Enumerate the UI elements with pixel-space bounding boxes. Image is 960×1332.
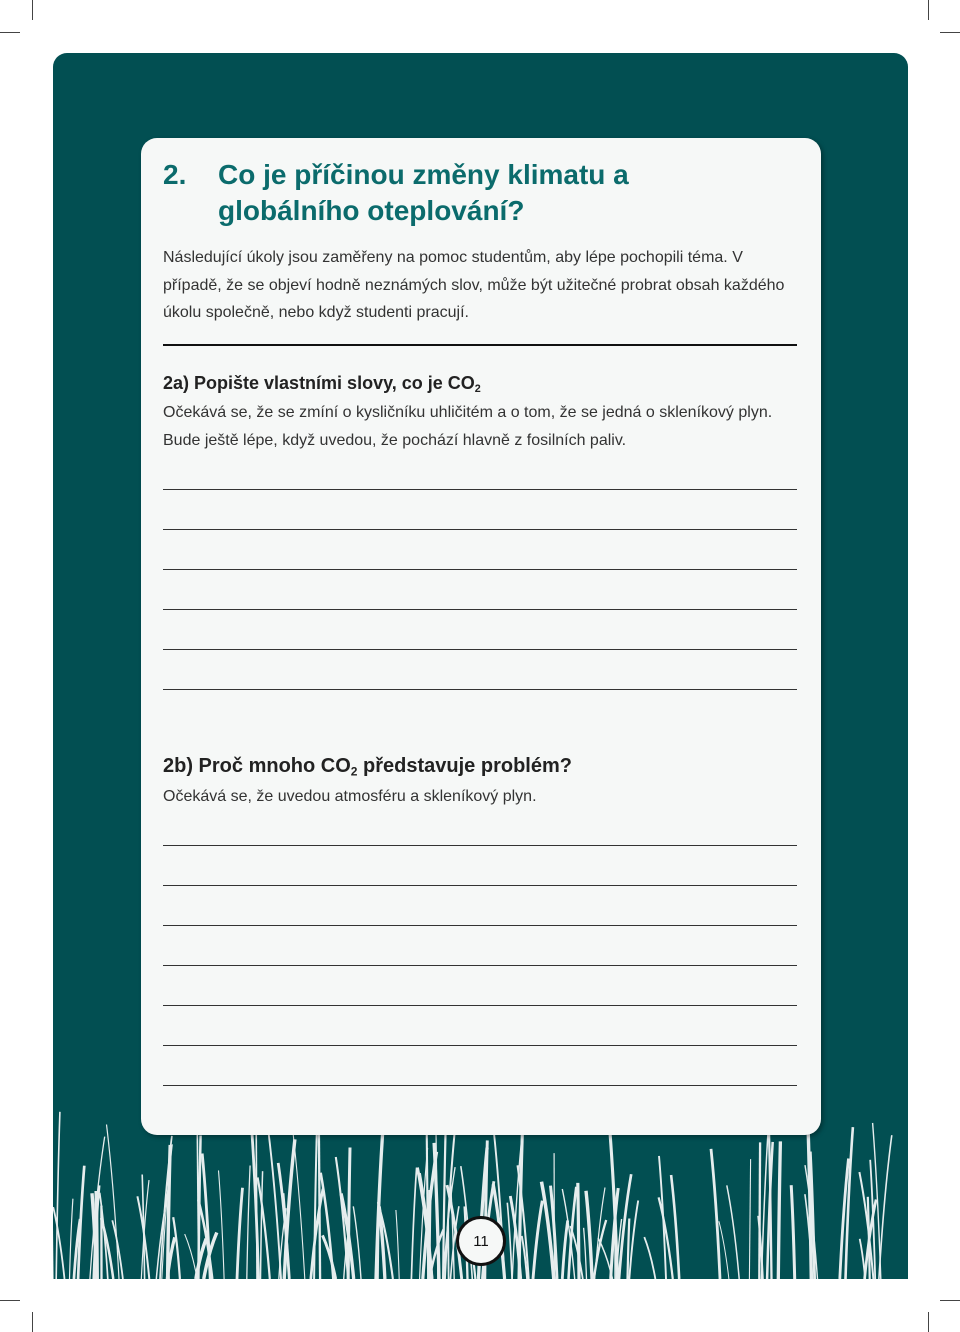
question-2b-label: 2b) Proč mnoho CO	[163, 755, 351, 777]
grass-blade	[778, 1141, 780, 1279]
grass-blade	[261, 1171, 263, 1279]
question-2a-answer-note: Očekává se, že se zmíní o kysličníku uhličitém a o tom, že se jedná o skleníkový plyn. Bude ještě lépe, když uvedou, že pochází hlavně z fosilních paliv.	[163, 404, 773, 449]
grass-blade	[321, 1173, 334, 1279]
question-2b-label-end: představuje problém?	[357, 755, 572, 777]
grass-blade	[219, 1170, 225, 1279]
grass-blade	[578, 1183, 579, 1279]
crop-mark	[0, 1300, 20, 1301]
page-number: 11	[456, 1216, 506, 1266]
grass-blade	[791, 1185, 795, 1279]
answer-line[interactable]	[163, 569, 797, 570]
answer-line[interactable]	[163, 529, 797, 530]
grass-blade	[247, 1166, 250, 1280]
answer-line[interactable]	[163, 965, 797, 966]
grass-blade	[533, 1201, 542, 1279]
grass-blade	[53, 1207, 64, 1279]
grass-blade	[311, 1189, 323, 1279]
crop-mark	[32, 1312, 33, 1332]
subscript: 2	[474, 383, 481, 396]
crop-mark	[0, 32, 20, 33]
grass-blade	[353, 1206, 361, 1279]
grass-blade	[846, 1127, 853, 1279]
grass-blade	[594, 1220, 606, 1279]
section-heading: Co je příčinou změny klimatu a globálního oteplování?	[218, 159, 629, 226]
grass-blade	[107, 1125, 120, 1280]
grass-blade	[173, 1217, 180, 1279]
grass-blade	[314, 1121, 317, 1279]
grass-blade	[879, 1135, 892, 1279]
grass-blade	[448, 1219, 449, 1279]
grass-blade	[70, 1199, 73, 1279]
grass-blade	[644, 1237, 655, 1279]
grass-blade	[251, 1116, 259, 1279]
grass-blade	[507, 1203, 512, 1279]
grass-blade	[56, 1112, 60, 1279]
grass-blade	[348, 1148, 350, 1280]
answer-line[interactable]	[163, 925, 797, 926]
grass-blade	[860, 1239, 866, 1279]
answer-line[interactable]	[163, 1045, 797, 1046]
grass-blade	[727, 1185, 739, 1279]
grass-blade	[749, 1159, 750, 1279]
grass-blade	[562, 1220, 567, 1279]
grass-blade	[396, 1210, 399, 1279]
grass-blade	[378, 1227, 379, 1279]
subscript: 2	[350, 764, 358, 779]
answer-line[interactable]	[163, 649, 797, 650]
crop-mark	[928, 0, 929, 20]
grass-blade	[237, 1188, 243, 1279]
grass-blade	[584, 1228, 587, 1279]
grass-blade	[711, 1149, 720, 1279]
grass-blade	[629, 1201, 638, 1280]
grass-blade	[185, 1234, 198, 1279]
answer-line[interactable]	[163, 845, 797, 846]
answer-line[interactable]	[163, 689, 797, 690]
answer-line[interactable]	[163, 609, 797, 610]
answer-line[interactable]	[163, 489, 797, 490]
answer-line[interactable]	[163, 1085, 797, 1086]
section-divider	[163, 344, 797, 346]
answer-line[interactable]	[163, 885, 797, 886]
section-number: 2.	[163, 159, 187, 190]
grass-blade	[586, 1191, 592, 1279]
intro-paragraph: Následující úkoly jsou zaměřeny na pomoc studentům, aby lépe pochopili téma. V případě, že se objeví hodně neznámých slov, může být užitečné probrat obsah každého úkolu společně, nebo když studenti pracují.	[163, 249, 785, 321]
answer-line[interactable]	[163, 1005, 797, 1006]
crop-mark	[940, 32, 960, 33]
question-2a-label: 2a) Popište vlastními slovy, co je CO	[163, 373, 475, 393]
question-2a-heading	[163, 373, 481, 395]
question-2b-heading	[163, 755, 572, 779]
grass-blade	[628, 1219, 630, 1280]
grass-blade	[671, 1175, 679, 1279]
grass-blade	[411, 1168, 416, 1280]
crop-mark	[32, 0, 33, 20]
crop-mark	[928, 1312, 929, 1332]
question-2b-answer-note: Očekává se, že uvedou atmosféru a skleníkový plyn.	[163, 788, 537, 805]
grass-blade	[759, 1142, 760, 1279]
crop-mark	[940, 1300, 960, 1301]
